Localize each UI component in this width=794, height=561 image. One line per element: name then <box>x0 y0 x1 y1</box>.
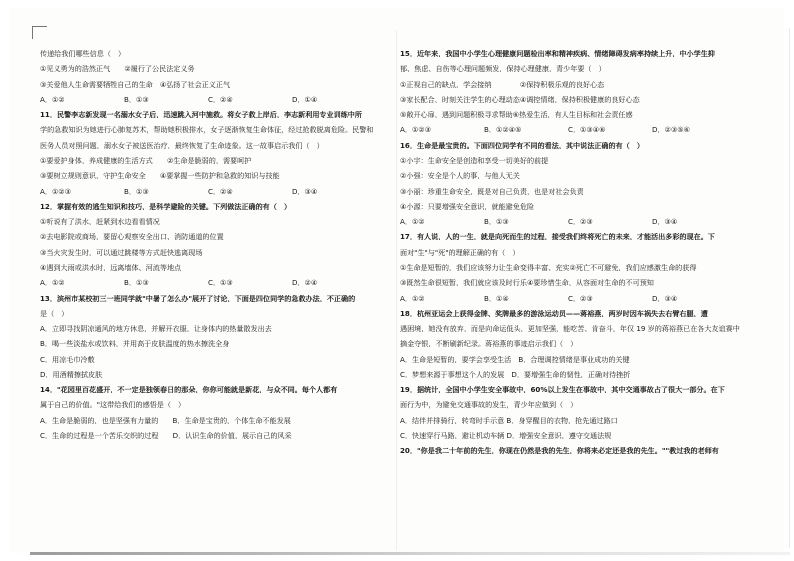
line-gap <box>40 103 385 111</box>
answer-option: B．①③ <box>124 95 149 103</box>
answer-option: A．①② <box>400 294 425 302</box>
line-gap <box>400 225 745 233</box>
question-line: C．梦想来源于事想这个人的发展 D．要增强生命的韧性，正确对待挫折 <box>400 370 631 378</box>
question-line: ③当火灾发生时，可以通过跳楼等方式赶快逃离现场 <box>40 248 203 256</box>
answer-option: D．②④ <box>292 279 318 287</box>
question-line: 遇困境，她没有放弃，而是向命运低头，更加坚强，能吃苦、肯奋斗，年仅 19 岁的蒋裕燕已在各大友谊赛中 <box>400 325 740 333</box>
line-gap <box>40 347 385 355</box>
question-line: 面行为中，为避免交通事故的发生，青少年应做到（ ） <box>400 401 578 409</box>
question-line: ③要树立规则意识，守护生命安全 ④要掌握一些防护和急救的知识与技能 <box>40 172 280 180</box>
answer-option: A．①② <box>40 95 65 103</box>
line-gap <box>400 57 745 65</box>
question-line: 摘金夺银，不断刷新纪录。蒋裕燕的事迹启示我们（ ） <box>400 340 578 348</box>
line-gap <box>400 195 745 203</box>
exam-page <box>10 8 784 553</box>
line-gap <box>40 164 385 172</box>
answer-option: B．①③ <box>484 218 509 226</box>
answer-option: C．②④ <box>208 95 233 103</box>
line-gap <box>40 225 385 233</box>
answer-option: C．②④ <box>208 187 233 195</box>
line-gap <box>40 424 385 432</box>
line-gap <box>40 378 385 386</box>
line-gap <box>40 256 385 264</box>
answer-option: C．②③ <box>568 218 593 226</box>
corner-registration-mark <box>32 26 47 39</box>
line-gap <box>400 134 745 142</box>
line-gap <box>40 271 385 279</box>
question-line: ①听说有了洪水，赶紧到水边看看情况 <box>40 218 160 226</box>
question-line: ④小源：只要增强安全意识，就能避免危险 <box>400 202 535 210</box>
line-gap <box>40 393 385 401</box>
left-column <box>40 50 385 439</box>
answer-option: A．①②③ <box>40 187 72 195</box>
line-gap <box>40 179 385 187</box>
question-line: 学的急救知识为她进行心肺复苏术，帮助她积极排水，女子逐渐恢复生命体征，经过抢救脱离危险。民警和 <box>40 126 374 134</box>
question-line: ③既然生命很短暂，我们就应该及时行乐④要珍惜生命，从容面对生命的不可预知 <box>400 279 654 287</box>
question-line: A．立即寻找阴凉通风的地方休息，并解开衣服，让身体内的热量散发出去 <box>40 325 272 333</box>
answer-options <box>40 188 385 195</box>
line-gap <box>40 317 385 325</box>
line-gap <box>400 149 745 157</box>
answer-options <box>400 295 745 302</box>
line-gap <box>400 72 745 80</box>
question-stem: 11．民警李志新发现一名溺水女子后，迅速跳入河中施救。将女子救上岸后，李志新利用专业训练中所 <box>40 111 362 119</box>
question-line: A．生命是短暂的，要学会享受生活 B．合理调控情绪是事业成功的关键 <box>400 355 630 363</box>
line-gap <box>40 195 385 203</box>
question-line: ④遇到大雨或洪水时，远离墙体、河流等地点 <box>40 263 182 272</box>
line-gap <box>400 103 745 111</box>
line-gap <box>400 164 745 172</box>
answer-option: D．③④ <box>292 187 318 195</box>
question-line: ③家长配合，时刻关注学生的心理动态④调控情绪，保持积极健康的良好心态 <box>400 95 640 103</box>
right-column <box>400 50 745 454</box>
line-gap <box>400 118 745 126</box>
answer-options <box>40 96 385 103</box>
question-line: A．生命是脆弱的，也是坚强有力量的 B．生命是宝贵的，个体生命不能发展 <box>40 416 291 424</box>
line-gap <box>40 118 385 126</box>
line-gap <box>400 179 745 187</box>
page-edge-shadow <box>789 28 790 548</box>
line-gap <box>40 88 385 96</box>
question-line: D．用酒精擦拭皮肤 <box>40 370 103 378</box>
question-line: ①要爱护身体，养成健康的生活方式 ②生命是脆弱的，需要呵护 <box>40 156 252 165</box>
answer-option: B．①③ <box>124 279 149 287</box>
line-gap <box>400 332 745 340</box>
line-gap <box>40 210 385 218</box>
question-stem: 18．杭州亚运会上获得金牌、奖牌最多的游泳运动员——蒋裕燕，两岁时因车祸失去右臂右腿，遭 <box>400 309 708 317</box>
question-line: A．结伴并排骑行，转弯时手示意 B．身穿醒目的衣物，抢先通过路口 <box>400 416 618 424</box>
line-gap <box>400 210 745 218</box>
line-gap <box>400 302 745 310</box>
question-stem: 15．近年来，我国中小学生心理健康问题检出率和精神疾病、情绪障碍发病率持续上升，中小学生抑 <box>400 50 715 58</box>
line-gap <box>400 424 745 432</box>
answer-options <box>400 126 745 133</box>
question-line: ⑤敞开心扉，遇到问题积极寻求帮助⑥热爱生活，有人生目标和社会责任感 <box>400 111 633 119</box>
line-gap <box>400 240 745 248</box>
answer-option: B．①③ <box>124 187 149 195</box>
line-gap <box>400 317 745 325</box>
answer-option: A．①② <box>40 279 65 287</box>
question-line: 郁、焦虑、自伤等心理问题频发，保持心理健康，青少年要（ ） <box>400 65 606 73</box>
line-gap <box>400 409 745 417</box>
question-line: ①生命是短暂的，我们应该努力让生命变得丰富、充实②死亡不可避免，我们应感激生命的获得 <box>400 263 697 272</box>
line-gap <box>400 439 745 447</box>
answer-option: D．②③⑤⑥ <box>652 126 690 134</box>
line-gap <box>40 57 385 65</box>
line-gap <box>400 347 745 355</box>
line-gap <box>40 134 385 142</box>
answer-option: A．①② <box>400 218 425 226</box>
scan-edge-shadow <box>30 552 790 555</box>
question-line: ①见义勇为的浩然正气 ②履行了公民法定义务 <box>40 65 195 73</box>
page-fold-line <box>396 30 397 550</box>
answer-options <box>400 218 745 225</box>
line-gap <box>400 256 745 264</box>
question-line: ②小强：安全是个人的事，与他人无关 <box>400 172 520 180</box>
question-line: ①小宇：生命安全是创造和享受一切美好的前提 <box>400 156 549 165</box>
line-gap <box>40 240 385 248</box>
question-line: ③关爱他人生命需要牺牲自己的生命 ④弘扬了社会正义正气 <box>40 80 231 88</box>
question-stem: 17．有人说，人的一生，就是向死而生的过程，接受我们终将死亡的未来，才能活出多彩的现在。下 <box>400 233 715 241</box>
question-line: B．喝一些淡盐水或饮料，并用高于皮肤温度的热水擦洗全身 <box>40 340 230 348</box>
line-gap <box>40 149 385 157</box>
question-stem: 20．"你是我二十年前的先生，你现在仍然是我的先生，你将来必定还是我的先生。""教过我的老师有 <box>400 447 719 455</box>
answer-option: B．①②④⑤ <box>484 126 522 134</box>
line-gap <box>40 302 385 310</box>
question-line: ①正视自己的缺点，学会接纳 ②保持积极乐观的良好心态 <box>400 80 605 88</box>
question-line: C．生命的过程是一个苦乐交织的过程 D．认识生命的价值，展示自己的风采 <box>40 432 292 440</box>
line-gap <box>40 363 385 371</box>
question-line: ③小丽：珍重生命安全，既是对自己负责，也是对社会负责 <box>400 187 584 195</box>
answer-option: B．①④ <box>484 294 509 302</box>
line-gap <box>40 409 385 417</box>
line-gap <box>400 271 745 279</box>
question-line: 医务人员对照问题，溺水女子被送医治疗，最终恢复了生命迹象。这一故事启示我们（ ） <box>40 141 324 149</box>
question-stem: 14．"花园里百花盛开，不一定是独领春日的那朵，你你可能就是新花，与众不同。每个人都有 <box>40 386 338 394</box>
question-stem: 16．生命是最宝贵的。下面四位同学有不同的看法，其中说法正确的有（ ） <box>400 141 644 149</box>
line-gap <box>400 363 745 371</box>
line-gap <box>40 286 385 294</box>
answer-option: D．③④ <box>652 218 678 226</box>
line-gap <box>400 286 745 294</box>
line-gap <box>40 72 385 80</box>
answer-option: D．③④ <box>652 294 678 302</box>
answer-options <box>40 279 385 286</box>
answer-option: A．①②③ <box>400 126 432 134</box>
question-line: 是（ ） <box>40 309 69 317</box>
question-line: 属于自己的价值。"这带给我们的感悟是（ ） <box>40 401 186 409</box>
line-gap <box>400 378 745 386</box>
answer-option: C．①③ <box>208 279 233 287</box>
question-line: 传递给我们哪些信息（ ） <box>40 50 126 58</box>
question-stem: 13．滨州市某校初三一班同学就"中暑了怎么办"展开了讨论，下面是四位同学的急救办法，不正确的 <box>40 294 356 302</box>
question-line: 面对"生"与"死"的理解正确的有（ ） <box>400 248 520 256</box>
question-stem: 19．据统计，全国中小学生安全事故中，60%以上发生在事故中，其中交通事故占了很大一部分。在下 <box>400 386 725 394</box>
answer-option: D．①④ <box>292 95 318 103</box>
answer-option: C．②③ <box>568 294 593 302</box>
question-line: ②去电影院或商场，要留心观察安全出口、消防通道的位置 <box>40 233 224 241</box>
answer-option: C．①③④⑥ <box>568 126 606 134</box>
line-gap <box>400 393 745 401</box>
question-stem: 12．掌握有效的逃生知识和技巧，是科学避险的关键。下列做法正确的有（ ） <box>40 202 292 210</box>
line-gap <box>40 332 385 340</box>
question-line: C．用凉毛巾冷敷 <box>40 355 95 363</box>
line-gap <box>400 88 745 96</box>
question-line: C．快速穿行马路，避让机动车辆 D．增强安全意识，遵守交通法规 <box>400 432 612 440</box>
